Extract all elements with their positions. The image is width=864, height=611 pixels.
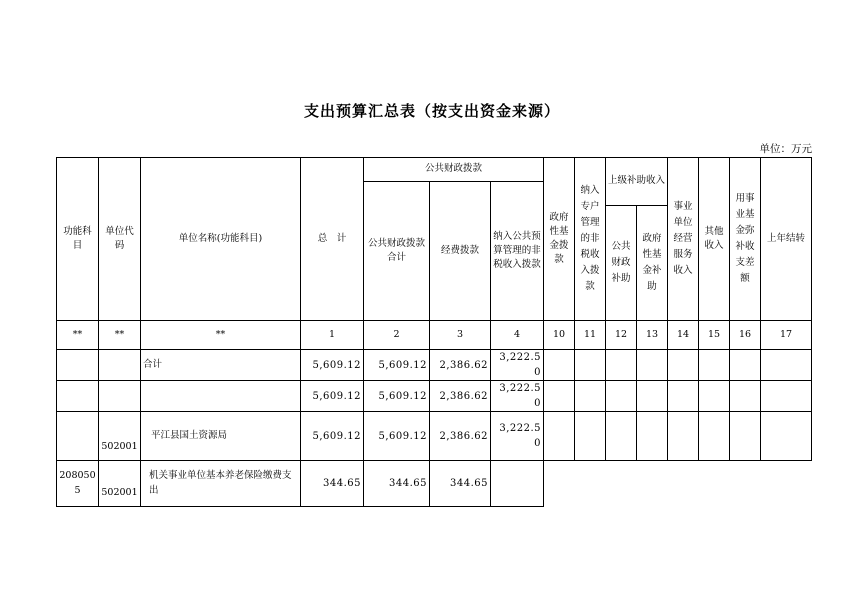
row-public-total: 5,609.12	[364, 381, 430, 412]
empty-cell	[668, 350, 699, 381]
empty-cell	[761, 350, 812, 381]
empty-cell	[606, 350, 637, 381]
header-biz-income: 事业单位经营服务收入	[668, 158, 699, 321]
row-unit-name: 机关事业单位基本养老保险缴费支出	[141, 461, 301, 507]
index-cell: 15	[699, 321, 730, 350]
row-func-code: 2080505	[57, 461, 99, 507]
index-cell: 12	[606, 321, 637, 350]
empty-cell	[544, 381, 575, 412]
table-row	[57, 412, 812, 461]
row-total: 5,609.12	[301, 381, 364, 412]
empty-cell	[699, 381, 730, 412]
empty-cell	[668, 381, 699, 412]
row-public-total: 5,609.12	[364, 412, 430, 461]
header-public-group: 公共财政拨款	[364, 158, 544, 182]
header-upper-group: 上级补助收入	[606, 158, 668, 206]
page-title: 支出预算汇总表（按支出资金来源）	[303, 102, 560, 120]
empty-cell	[761, 381, 812, 412]
row-unit-code	[99, 350, 141, 381]
header-func-code: 功能科目	[57, 158, 99, 321]
empty-cell	[730, 350, 761, 381]
empty-cell	[606, 412, 637, 461]
header-row-1	[57, 158, 812, 182]
index-cell: **	[57, 321, 99, 350]
header-unit-code: 单位代码	[99, 158, 141, 321]
header-upper-public: 公共财政补助	[606, 206, 637, 321]
empty-cell	[699, 412, 730, 461]
index-cell: 10	[544, 321, 575, 350]
row-func-code	[57, 350, 99, 381]
row-funding: 2,386.62	[430, 381, 491, 412]
row-nontax	[491, 461, 544, 507]
header-biz-fund: 用事业基金弥补收支差额	[730, 158, 761, 321]
row-nontax: 3,222.50	[491, 381, 544, 412]
table-row	[57, 350, 812, 381]
table-row	[57, 461, 812, 507]
empty-cell	[668, 412, 699, 461]
row-funding: 2,386.62	[430, 350, 491, 381]
empty-cell	[699, 350, 730, 381]
index-cell: 11	[575, 321, 606, 350]
index-cell: 1	[301, 321, 364, 350]
row-unit-name: 平江县国土资源局	[141, 412, 301, 461]
row-public-total: 5,609.12	[364, 350, 430, 381]
index-row	[57, 321, 812, 350]
header-carryover: 上年结转	[761, 158, 812, 321]
header-nontax: 纳入公共预算管理的非税收入拨款	[491, 182, 544, 321]
row-public-total: 344.65	[364, 461, 430, 507]
row-nontax: 3,222.50	[491, 350, 544, 381]
index-cell: 13	[637, 321, 668, 350]
header-total: 总 计	[301, 158, 364, 321]
header-funding: 经费拨款	[430, 182, 491, 321]
empty-cell	[730, 412, 761, 461]
row-unit-code	[99, 381, 141, 412]
row-unit-name	[141, 381, 301, 412]
empty-cell	[761, 412, 812, 461]
index-cell: 14	[668, 321, 699, 350]
row-func-code	[57, 412, 99, 461]
empty-cell	[606, 381, 637, 412]
empty-cell	[637, 412, 668, 461]
index-cell: **	[99, 321, 141, 350]
row-unit-name: 合计	[141, 350, 301, 381]
row-total: 5,609.12	[301, 412, 364, 461]
index-cell: 3	[430, 321, 491, 350]
row-total: 344.65	[301, 461, 364, 507]
index-cell: 16	[730, 321, 761, 350]
empty-cell	[544, 412, 575, 461]
budget-table	[56, 157, 812, 507]
header-upper-gov: 政府性基金补助	[637, 206, 668, 321]
row-total: 5,609.12	[301, 350, 364, 381]
table-row	[57, 381, 812, 412]
header-special-nontax: 纳入专户管理的非税收入拨款	[575, 158, 606, 321]
empty-cell	[575, 412, 606, 461]
header-gov-fund: 政府性基金拨款	[544, 158, 575, 321]
row-nontax: 3,222.50	[491, 412, 544, 461]
index-cell: 2	[364, 321, 430, 350]
empty-cell	[575, 350, 606, 381]
row-unit-code: 502001	[99, 461, 141, 507]
header-public-total: 公共财政拨款合计	[364, 182, 430, 321]
row-funding: 344.65	[430, 461, 491, 507]
empty-cell	[575, 381, 606, 412]
empty-cell	[730, 381, 761, 412]
empty-cell	[637, 381, 668, 412]
index-cell: 17	[761, 321, 812, 350]
row-func-code	[57, 381, 99, 412]
header-unit-name: 单位名称(功能科目)	[141, 158, 301, 321]
index-cell: **	[141, 321, 301, 350]
header-other: 其他收入	[699, 158, 730, 321]
empty-cell	[637, 350, 668, 381]
empty-cell	[544, 350, 575, 381]
row-unit-code: 502001	[99, 412, 141, 461]
row-funding: 2,386.62	[430, 412, 491, 461]
unit-label: 单位：万元	[759, 143, 812, 155]
index-cell: 4	[491, 321, 544, 350]
